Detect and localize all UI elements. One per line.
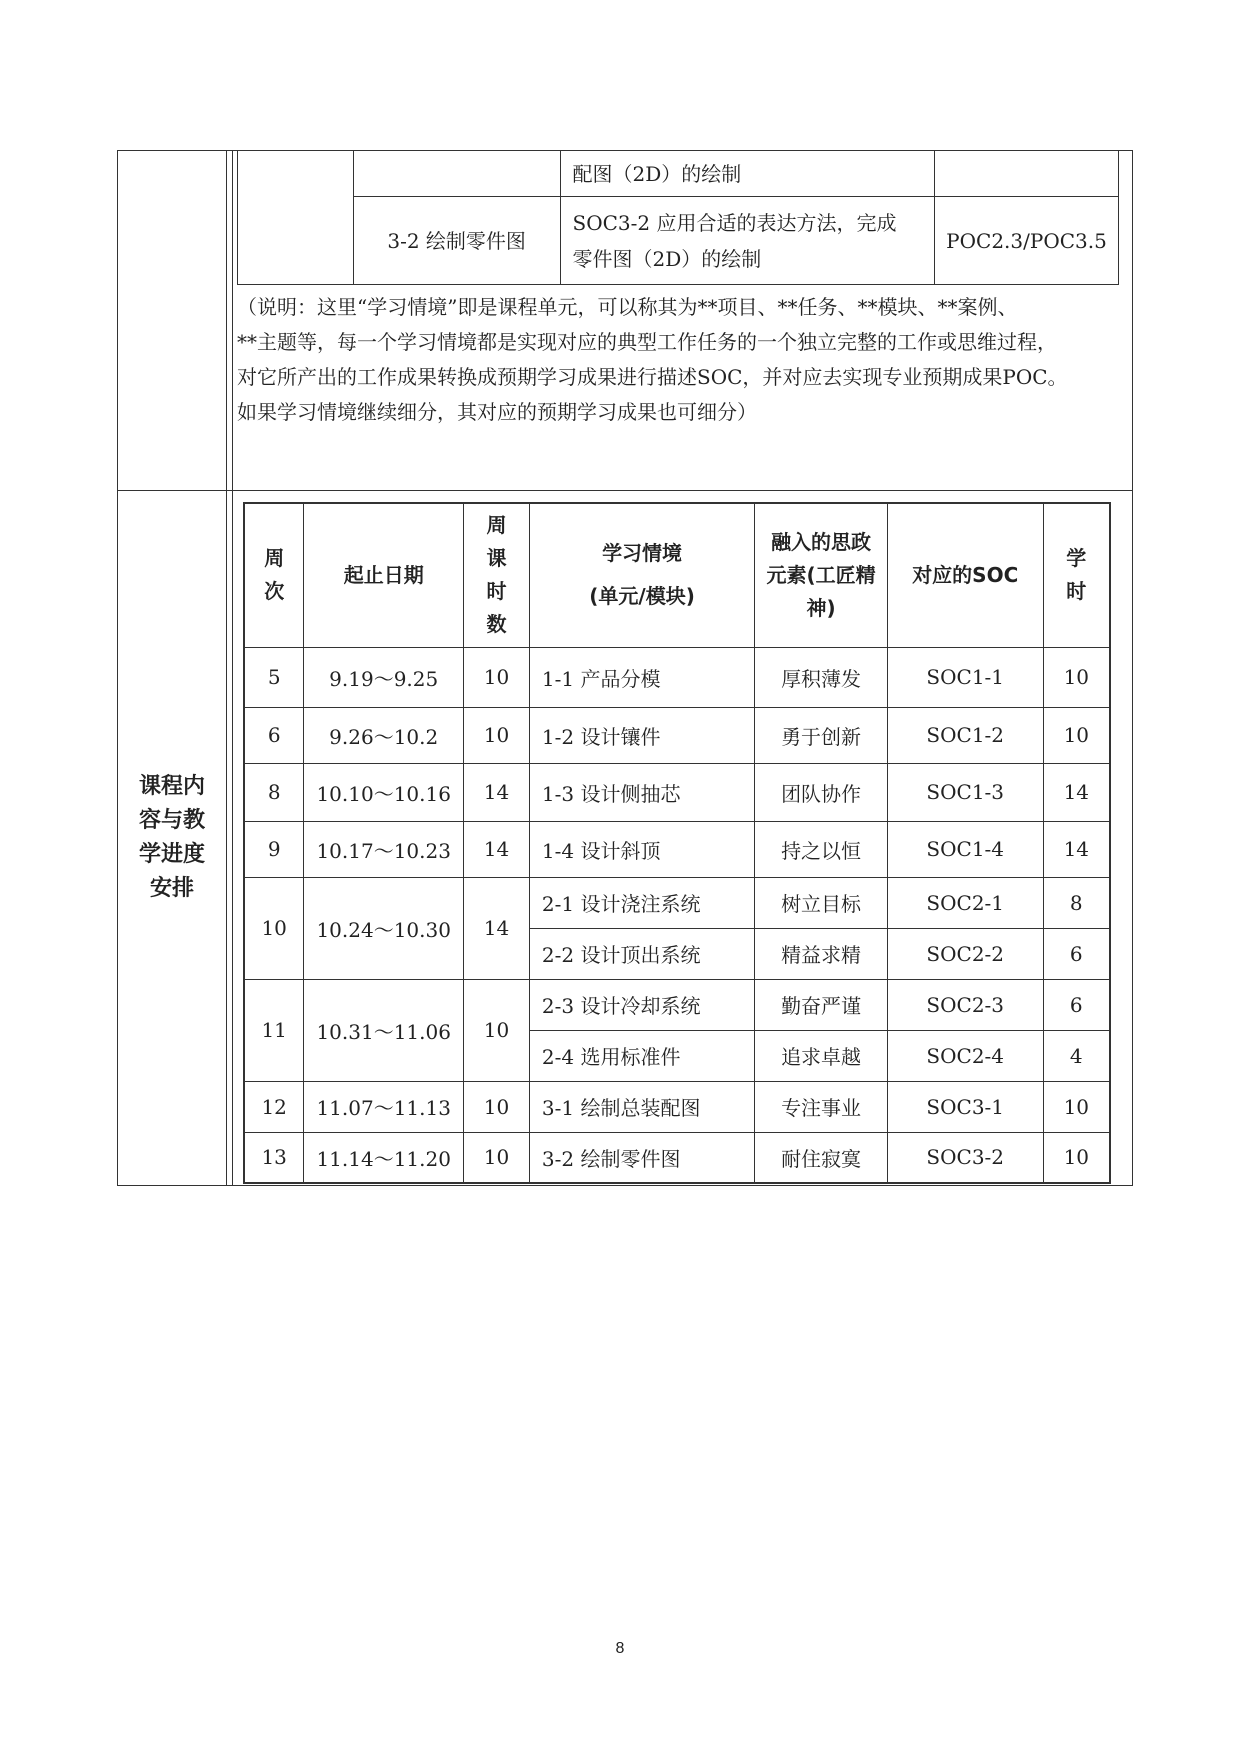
cell-hours: 10: [1043, 1132, 1110, 1183]
cell-dates: 11.07～11.13: [304, 1081, 464, 1132]
cell-hours: 14: [1043, 821, 1110, 877]
cell-hours: 10: [1043, 1081, 1110, 1132]
cell-hours: 14: [1043, 763, 1110, 821]
table-row: [244, 707, 1110, 763]
cell-ideology: 勤奋严谨: [755, 979, 888, 1030]
table-row: [244, 1081, 1110, 1132]
cell-dates: 9.19～9.25: [304, 647, 464, 707]
left-column-divider-inner: [232, 150, 233, 1186]
cell-hours-per-week: 14: [464, 763, 530, 821]
cell-hours: 6: [1043, 928, 1110, 979]
cell-hours: 4: [1043, 1030, 1110, 1081]
cell-hours: 10: [1043, 707, 1110, 763]
cell-week: 6: [244, 707, 304, 763]
section-label-line: 安排: [149, 876, 194, 901]
header-line: 元素(工匠精: [766, 562, 876, 587]
top-table-row: [238, 197, 1119, 285]
header-ideology: [755, 503, 888, 647]
cell-unit: 2-1 设计浇注系统: [529, 877, 754, 928]
top-table-desc: 配图（2D）的绘制: [560, 151, 935, 197]
cell-hours-per-week: 14: [464, 821, 530, 877]
cell-ideology: 厚积薄发: [755, 647, 888, 707]
header-line: 课: [486, 546, 507, 571]
cell-unit: 1-4 设计斜顶: [529, 821, 754, 877]
top-table-poc: POC2.3/POC3.5: [935, 197, 1119, 285]
section-label-line: 容与教: [138, 808, 205, 833]
cell-hours-per-week: 10: [464, 707, 530, 763]
table-row: [244, 877, 1110, 928]
cell-hours: 6: [1043, 979, 1110, 1030]
top-table-blank-cell: [935, 151, 1119, 197]
cell-dates: 10.10～10.16: [304, 763, 464, 821]
cell-soc: SOC1-1: [887, 647, 1043, 707]
cell-unit: 2-3 设计冷却系统: [529, 979, 754, 1030]
header-line: 周: [486, 513, 507, 538]
cell-soc: SOC2-3: [887, 979, 1043, 1030]
header-hours: [1043, 503, 1110, 647]
top-table-soc: [560, 197, 935, 285]
top-table-blank-cell: [238, 151, 354, 285]
cell-ideology: 树立目标: [755, 877, 888, 928]
section-label-line: 课程内: [138, 774, 205, 799]
schedule-header-row: [244, 503, 1110, 647]
cell-dates: 9.26～10.2: [304, 707, 464, 763]
cell-soc: SOC3-2: [887, 1132, 1043, 1183]
cell-dates: 11.14～11.20: [304, 1132, 464, 1183]
top-table-blank-cell: [353, 151, 560, 197]
cell-hours-per-week: 14: [464, 877, 530, 979]
note-line: **主题等，每一个学习情境都是实现对应的典型工作任务的一个独立完整的工作或思维过程，: [237, 330, 1057, 354]
cell-ideology: 持之以恒: [755, 821, 888, 877]
cell-hours-per-week: 10: [464, 1081, 530, 1132]
cell-unit: 1-3 设计侧抽芯: [529, 763, 754, 821]
cell-ideology: 勇于创新: [755, 707, 888, 763]
top-table-unit: 3-2 绘制零件图: [353, 197, 560, 285]
header-dates: 起止日期: [304, 503, 464, 647]
cell-hours-per-week: 10: [464, 979, 530, 1081]
cell-week: 8: [244, 763, 304, 821]
header-week: [244, 503, 304, 647]
header-line: 周: [264, 546, 285, 571]
cell-dates: 10.31～11.06: [304, 979, 464, 1081]
cell-ideology: 耐住寂寞: [755, 1132, 888, 1183]
cell-hours: 10: [1043, 647, 1110, 707]
cell-soc: SOC1-3: [887, 763, 1043, 821]
cell-soc: SOC2-4: [887, 1030, 1043, 1081]
header-line: 学: [1066, 546, 1087, 571]
top-table-soc-line: SOC3-2 应用合适的表达方法，完成: [572, 210, 897, 235]
cell-ideology: 追求卓越: [755, 1030, 888, 1081]
cell-week: 11: [244, 979, 304, 1081]
note-line: （说明：这里“学习情境”即是课程单元，可以称其为**项目、**任务、**模块、**案例、: [237, 295, 1018, 319]
header-line: 神): [806, 595, 836, 620]
table-row: [244, 821, 1110, 877]
cell-hours: 8: [1043, 877, 1110, 928]
table-row: [244, 1132, 1110, 1183]
cell-ideology: 精益求精: [755, 928, 888, 979]
cell-unit: 1-1 产品分模: [529, 647, 754, 707]
header-hours-per-week: [464, 503, 530, 647]
table-row: [244, 647, 1110, 707]
left-column-divider: [226, 150, 227, 1186]
header-line: 数: [486, 612, 507, 637]
cell-unit: 3-1 绘制总装配图: [529, 1081, 754, 1132]
cell-week: 12: [244, 1081, 304, 1132]
cell-unit: 1-2 设计镶件: [529, 707, 754, 763]
top-table-soc-line: 零件图（2D）的绘制: [572, 246, 762, 271]
cell-unit: 3-2 绘制零件图: [529, 1132, 754, 1183]
section-label-line: 学进度: [138, 842, 205, 867]
cell-dates: 10.24～10.30: [304, 877, 464, 979]
cell-ideology: 专注事业: [755, 1081, 888, 1132]
cell-soc: SOC2-2: [887, 928, 1043, 979]
cell-week: 5: [244, 647, 304, 707]
schedule-table: [243, 502, 1111, 1184]
cell-soc: SOC1-4: [887, 821, 1043, 877]
cell-soc: SOC2-1: [887, 877, 1043, 928]
table-row: [244, 763, 1110, 821]
header-line: (单元/模块): [589, 584, 695, 609]
note-line: 如果学习情境继续细分，其对应的预期学习成果也可细分）: [237, 400, 757, 424]
cell-hours-per-week: 10: [464, 647, 530, 707]
note-line: 对它所产出的工作成果转换成预期学习成果进行描述SOC，并对应去实现专业预期成果POC。: [237, 365, 1068, 389]
table-row: [244, 979, 1110, 1030]
header-line: 融入的思政: [771, 529, 872, 554]
header-line: 时: [1066, 579, 1087, 604]
header-soc: 对应的SOC: [887, 503, 1043, 647]
page-number: 8: [615, 1640, 625, 1657]
cell-week: 9: [244, 821, 304, 877]
cell-unit: 2-4 选用标准件: [529, 1030, 754, 1081]
cell-hours-per-week: 10: [464, 1132, 530, 1183]
top-table: [237, 150, 1119, 285]
cell-week: 10: [244, 877, 304, 979]
header-line: 时: [486, 579, 507, 604]
header-line: 学习情境: [602, 541, 683, 566]
cell-soc: SOC3-1: [887, 1081, 1043, 1132]
top-table-row: [238, 151, 1119, 197]
cell-unit: 2-2 设计顶出系统: [529, 928, 754, 979]
cell-week: 13: [244, 1132, 304, 1183]
header-line: 次: [264, 579, 285, 604]
explanation-note: [237, 290, 1127, 430]
header-unit: [529, 503, 754, 647]
cell-soc: SOC1-2: [887, 707, 1043, 763]
cell-dates: 10.17～10.23: [304, 821, 464, 877]
cell-ideology: 团队协作: [755, 763, 888, 821]
section-divider: [117, 490, 1133, 491]
section-label: [117, 770, 227, 906]
